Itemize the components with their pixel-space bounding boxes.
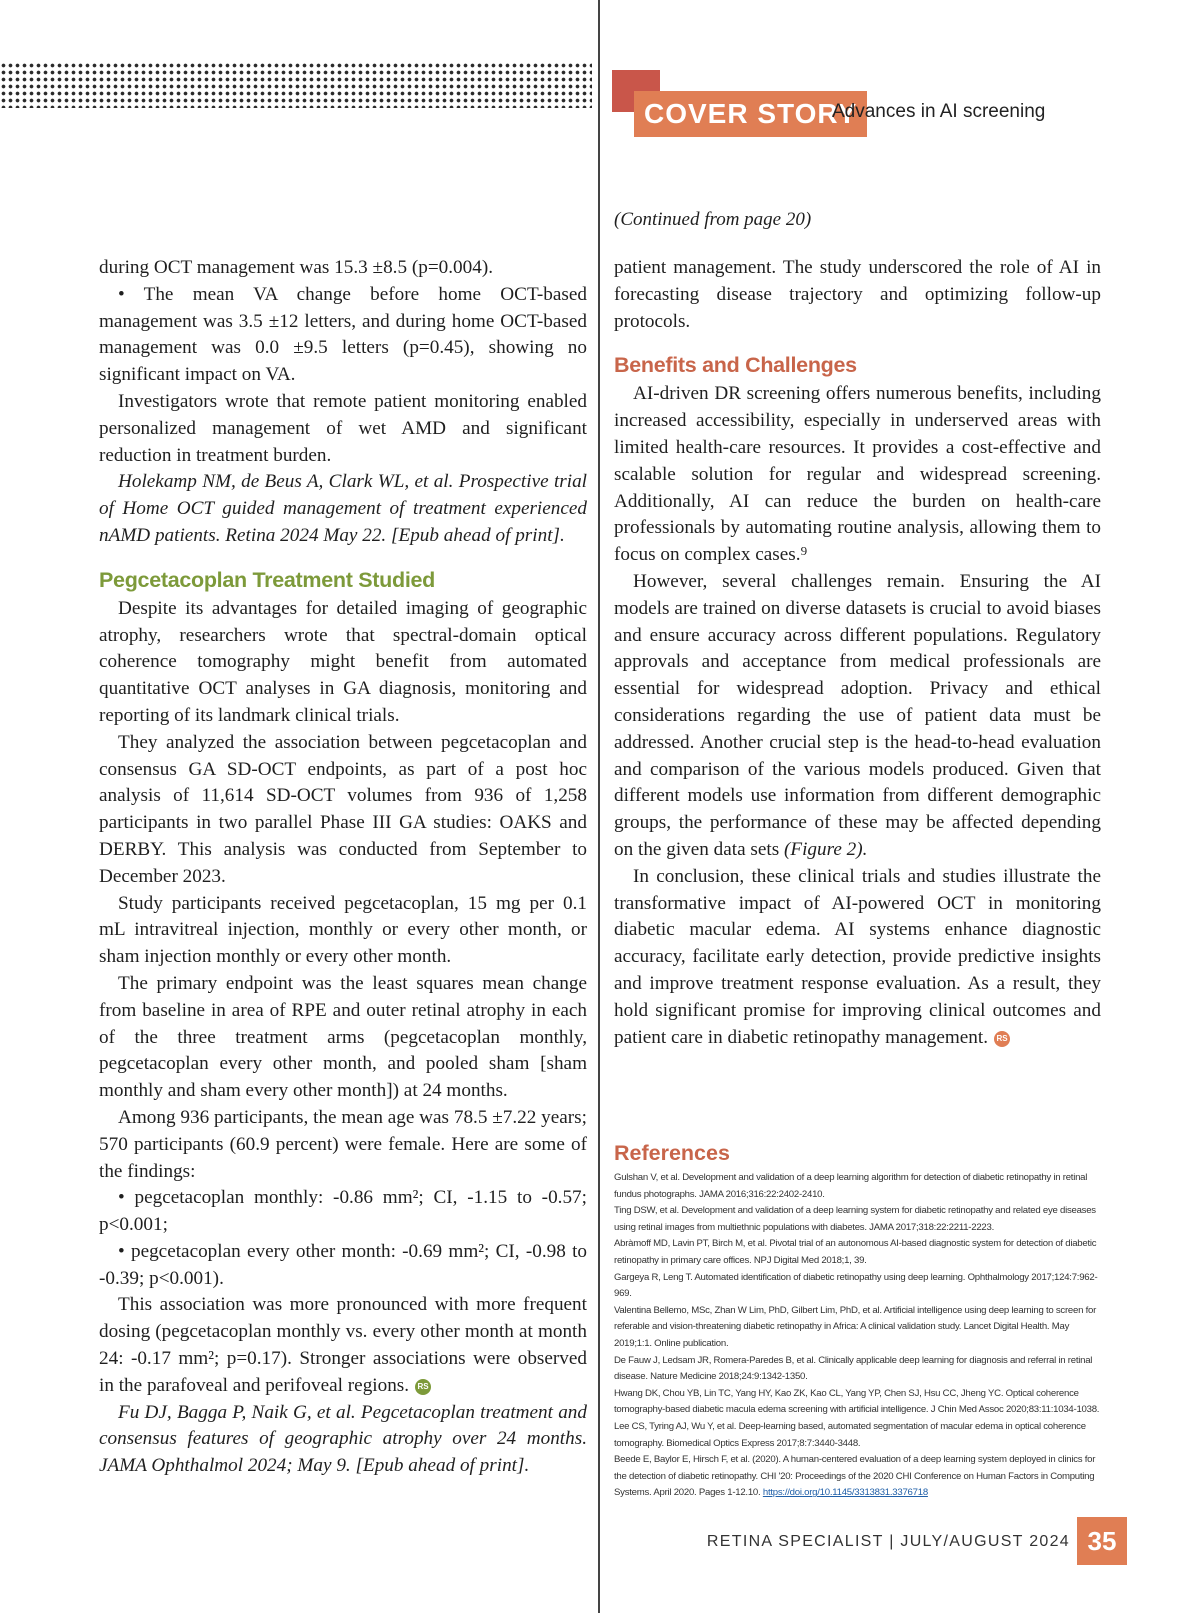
paragraph: AI-driven DR screening offers numerous benefits, including increased accessibility, especially in underserved areas with limited health-care resources. It provides a cost-effective and scalable solution for regular and widespread screening. Additionally, AI can reduce the burden on health-care professionals by automating routine analysis, allowing them to focus on complex cases.⁹ <box>614 383 1101 566</box>
paragraph: during OCT management was 15.3 ±8.5 (p=0.004). <box>99 257 494 278</box>
publication-footer: RETINA SPECIALIST | JULY/AUGUST 2024 <box>706 1533 1070 1550</box>
reference-item: Gulshan V, et al. Development and validation of a deep learning algorithm for detection of diabetic retinopathy in retinal fundus photographs. JAMA 2016;316:22:2402-2410. <box>614 1172 1088 1200</box>
paragraph-text: This association was more pronounced with more frequent dosing (pegcetacoplan monthly vs. every other month at month 24: -0.17 mm²; p=0.17). Stronger associations were observed in the parafoveal and perifoveal regions. <box>99 1294 587 1396</box>
paragraph: Investigators wrote that remote patient monitoring enabled personalized management of wet AMD and significant reduction in treatment burden. <box>99 390 587 466</box>
paragraph: Study participants received pegcetacoplan, 15 mg per 0.1 mL intravitreal injection, monthly or every other month, or sham injection monthly or every other month. <box>99 892 587 968</box>
bullet-item: • pegcetacoplan every other month: -0.69 mm²; CI, -0.98 to -0.39; p<0.001). <box>99 1240 587 1289</box>
page-number: 35 <box>1077 1517 1127 1565</box>
column-divider <box>598 0 600 1613</box>
right-column <box>614 255 1101 1051</box>
reference-item: Hwang DK, Chou YB, Lin TC, Yang HY, Kao ZK, Kao CL, Yang YP, Chen SJ, Hsu CC, Jheng YC. Optical coherence tomography-based diabetic macula edema screening with artificial intelligence. J Chin Med Assoc 2020;83:11:1034-1038. <box>614 1387 1100 1416</box>
end-of-article-icon: RS <box>994 1031 1010 1047</box>
paragraph: Despite its advantages for detailed imaging of geographic atrophy, researchers wrote that spectral-domain optical coherence tomography might benefit from automated quantitative OCT analyses in GA diagnosis, monitoring and reporting of its landmark clinical trials. <box>99 597 587 726</box>
end-of-article-icon: RS <box>415 1379 431 1395</box>
paragraph: patient management. The study underscored the role of AI in forecasting disease trajectory and optimizing follow-up protocols. <box>614 257 1101 332</box>
paragraph <box>99 1292 587 1399</box>
continued-from-note: (Continued from page 20) <box>614 209 812 230</box>
reference-item: Abràmoff MD, Lavin PT, Birch M, et al. Pivotal trial of an autonomous AI-based diagnostic system for detection of diabetic retinopathy in primary care offices. NPJ Digital Med 2018;1, 39. <box>614 1238 1097 1266</box>
paragraph: Among 936 participants, the mean age was 78.5 ±7.22 years; 570 participants (60.9 percent) were female. Here are some of the findings: <box>99 1106 587 1182</box>
cover-story-label: COVER STORY <box>634 91 867 137</box>
section-heading: Pegcetacoplan Treatment Studied <box>99 567 435 592</box>
left-column <box>99 255 587 1480</box>
paragraph <box>614 569 1101 864</box>
reference-item: Lee CS, Tyring AJ, Wu Y, et al. Deep-learning based, automated segmentation of macular edema in optical coherence tomography. Biomedical Optics Express 2017;8:7:3440-3448. <box>614 1420 1086 1449</box>
reference-item: Gargeya R, Leng T. Automated identification of diabetic retinopathy using deep learning. Ophthalmology 2017;124:7:962-969. <box>614 1271 1098 1300</box>
reference-text: Beede E, Baylor E, Hirsch F, et al. (2020). A human-centered evaluation of a deep learning system deployed in clinics for the detection of diabetic retinopathy. CHI '20: Proceedings of the 2020 CHI Conference on Human Factors in Computing Systems. April 2020. Pages 1-12.10. <box>614 1454 1096 1499</box>
reference-item <box>614 1452 1101 1502</box>
reference-item: De Fauw J, Ledsam JR, Romera-Paredes B, et al. Clinically applicable deep learning for diagnosis and referral in retinal disease. Nature Medicine 2018;24:9:1342-1350. <box>614 1354 1093 1383</box>
references-list <box>614 1170 1101 1502</box>
paragraph-text: However, several challenges remain. Ensuring the AI models are trained on diverse datasets is crucial to avoid biases and ensure accuracy across different populations. Regulatory approvals and acceptance from medical professionals are essential for widespread adoption. Privacy and ethical considerations regarding the use of patient data must be addressed. Another crucial step is the head-to-head evaluation and comparison of the various models produced. Given that different models use information from different demographic groups, the performance of these may be affected depending on the given data sets <box>614 570 1101 860</box>
bullet-item: • The mean VA change before home OCT-based management was 3.5 ±12 letters, and during home OCT-based management was 0.0 ±9.5 letters (p=0.45), showing no significant impact on VA. <box>99 283 587 386</box>
figure-reference: (Figure 2). <box>783 838 868 860</box>
paragraph-text: In conclusion, these clinical trials and studies illustrate the transformative impact of AI-powered OCT in monitoring diabetic macular edema. AI systems enhance diagnostic accuracy, facilitate early detection, provide predictive insights and improve treatment response evaluation. As a result, they hold significant promise for improving clinical outcomes and patient care in diabetic retinopathy management. <box>614 865 1101 1048</box>
references-heading: References <box>614 1141 730 1165</box>
cover-story-subtitle: Advances in AI screening <box>832 101 1046 122</box>
citation: Holekamp NM, de Beus A, Clark WL, et al. Prospective trial of Home OCT guided management of treatment experienced nAMD patients. Retina 2024 May 22. [Epub ahead of print]. <box>99 471 587 546</box>
doi-link[interactable]: https://doi.org/10.1145/3313831.3376718 <box>762 1487 928 1499</box>
citation: Fu DJ, Bagga P, Naik G, et al. Pegcetacoplan treatment and consensus features of geographic atrophy over 24 months. JAMA Ophthalmol 2024; May 9. [Epub ahead of print]. <box>99 1401 587 1477</box>
reference-item: Valentina Bellemo, MSc, Zhan W Lim, PhD, Gilbert Lim, PhD, et al. Artificial intelligence using deep learning to screen for referable and vision-threatening diabetic retinopathy in Africa: A clinical validation study. Lancet Digital Health. May 2019;1:1. Online publication. <box>614 1304 1097 1349</box>
paragraph <box>614 864 1101 1052</box>
paragraph: They analyzed the association between pegcetacoplan and consensus GA SD-OCT endpoints, as part of a post hoc analysis of 11,614 SD-OCT volumes from 936 of 1,258 participants in two parallel Phase III GA studies: OAKS and DERBY. This analysis was conducted from September to December 2023. <box>99 731 587 887</box>
section-heading: Benefits and Challenges <box>614 353 857 378</box>
reference-item: Ting DSW, et al. Development and validation of a deep learning system for diabetic retinopathy and related eye diseases using retinal images from multiethnic populations with diabetes. JAMA 2017;318:22:2211-2223. <box>614 1205 1096 1233</box>
paragraph: The primary endpoint was the least squares mean change from baseline in area of RPE and outer retinal atrophy in each of the three treatment arms (pegcetacoplan monthly, pegcetacoplan every other month, and pooled sham [sham monthly and sham every other month]) at 24 months. <box>99 972 587 1102</box>
bullet-item: • pegcetacoplan monthly: -0.86 mm²; CI, -1.15 to -0.57; p<0.001; <box>99 1187 587 1236</box>
dotted-pattern <box>0 62 592 108</box>
